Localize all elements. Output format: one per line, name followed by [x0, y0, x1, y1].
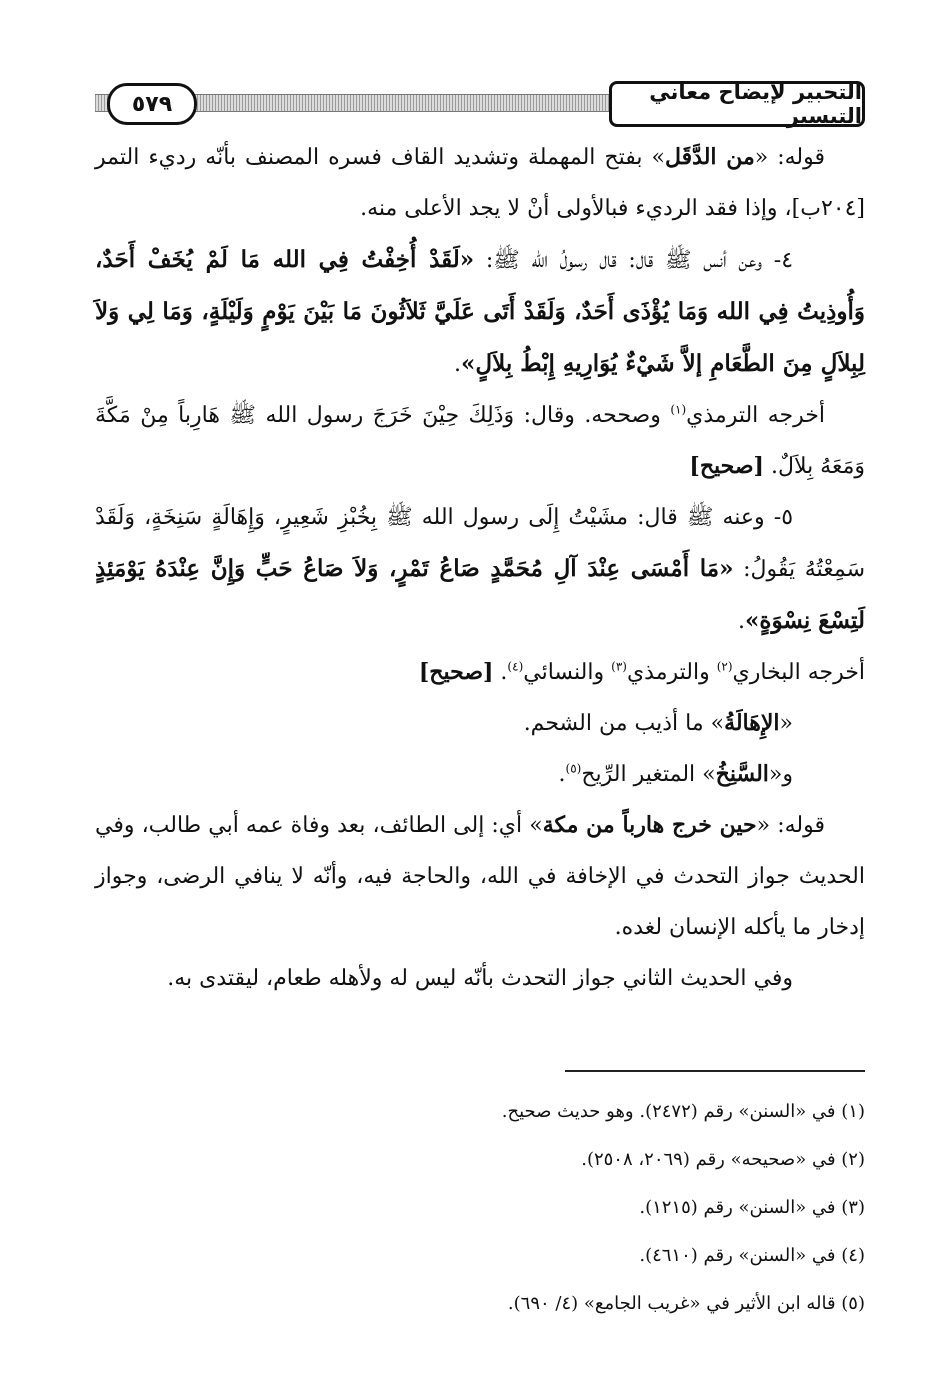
hadith-text: «لَقَدْ أُخِفْتُ فِي الله مَا لَمْ يُخَفْ أَحَدٌ، وَأُوذِيتُ فِي الله وَمَا يُؤْذَى أَحَدٌ، وَلَقَدْ أَتَى عَلَيَّ ثَلاَثُونَ مَا بَيْنَ يَوْمٍ وَلَيْلَةٍ، وَمَا لِي وَلاَ لِبِلاَلٍ مِنَ الطَّعَامِ إلاَّ شَيْءٌ يُوَارِيهِ إِبْطُ بِلاَلٍ» [95, 246, 865, 377]
footnote-ref-1[interactable]: (١) [670, 402, 687, 417]
footnote-2: (٢) في «صحيحه» رقم (٢٠٦٩، ٢٥٠٨). [581, 1149, 865, 1170]
text-run: و« [768, 762, 793, 787]
hadith-intro: ٥- وعنه ﷺ قال: مشَيْتُ إِلَى رسول الله ﷺ بِخُبْزِ شَعِيرٍ، وَإِهَالَةٍ سَنِخَةٍ، وَلَقَدْ سَمِعْتُهُ يَقُولُ: [95, 505, 865, 582]
main-text [95, 132, 865, 1004]
text-run: « [779, 711, 793, 736]
hadith-4 [95, 234, 865, 390]
text-run: . [493, 660, 508, 685]
hadith-text: «مَا أَمْسَى عِنْدَ آلِ مُحَمَّدٍ صَاعُ تَمْرٍ، وَلاَ صَاعُ حَبٍّ وَإِنَّ عِنْدَهُ يَوْمَئِذٍ لَتِسْعَ نِسْوَةٍ» [95, 555, 865, 634]
book-title: التحبير لإيضاح معاني التيسير [609, 81, 865, 127]
text-run: والنسائي [523, 660, 612, 685]
text-run: أخرجه الترمذي [686, 403, 825, 428]
text-run: » المتغير الرِّيح [581, 762, 716, 787]
footnote-1: (١) في «السنن» رقم (٢٤٧٢). وهو حديث صحيح. [501, 1101, 865, 1122]
hadith-5 [95, 492, 865, 647]
text-run: وصححه. وقال: وَذَلِكَ حِيْنَ خَرَجَ رسول الله ﷺ هَارِباً مِنْ مَكَّةَ وَمَعَهُ بِلاَلٌ. [95, 403, 865, 479]
text-run: » بفتح المهملة وتشديد القاف فسره المصنف بأنّه رديء التمر [٢٠٤ب]، وإذا فقد الرديء فبالأولى أنْ لا يجد الأعلى منه. [95, 145, 865, 221]
takhrij-4 [95, 390, 865, 492]
commentary-paragraph-3: وفي الحديث الثاني جواز التحدث بأنّه ليس له ولأهله طعام، ليقتدى به. [167, 966, 793, 991]
grade-label: [صحيح] [418, 659, 494, 685]
footnote-ref-2[interactable]: (٢) [716, 659, 733, 674]
text-run: والترمذي [626, 660, 717, 685]
gloss-term: الإِهَالَةُ [724, 710, 780, 736]
footnote-5: (٥) قاله ابن الأثير في «غريب الجامع» (٤/ ٦٩٠). [507, 1293, 865, 1314]
gloss-1 [95, 698, 865, 749]
text-run: أخرجه البخاري [732, 660, 865, 685]
commentary-paragraph-1 [95, 132, 865, 234]
footnote-ref-4[interactable]: (٤) [507, 659, 524, 674]
gloss-2 [95, 749, 865, 800]
gloss-term: السَّنِخُ [715, 761, 769, 787]
page-header [95, 80, 865, 126]
text-run: » أي: إلى الطائف، بعد وفاة عمه أبي طالب، وفي الحديث جواز التحدث في الإخافة في الله، والحاجة فيه، وأنّه لا ينافي الرضى، وجواز إدخار ما يأكله الإنسان لغده. [95, 813, 865, 940]
footnotes [95, 1088, 865, 1328]
footnote-3: (٣) في «السنن» رقم (١٢١٥). [639, 1197, 865, 1218]
text-run: قوله: « [754, 145, 825, 170]
quoted-term: من الدَّقَل [664, 144, 755, 170]
takhrij-5 [95, 647, 865, 698]
text-run: . [454, 352, 462, 377]
footnote-4: (٤) في «السنن» رقم (٤٦١٠). [639, 1245, 865, 1266]
footnote-ref-3[interactable]: (٣) [611, 659, 627, 674]
hadith-intro: ٤- وعن أنس ﷺ قال: قال رسولُ الله ﷺ: [474, 248, 794, 273]
footnote-divider [565, 1070, 865, 1072]
grade-label: [صحيح] [689, 453, 764, 479]
quoted-term: حين خرج هارباً من مكة [542, 812, 757, 838]
page-number: ٥٧٩ [107, 83, 197, 125]
text-run: » ما أذيب من الشحم. [523, 711, 725, 736]
commentary-paragraph-2 [95, 800, 865, 953]
text-run: . [558, 762, 566, 787]
text-run: . [738, 609, 746, 634]
footnote-ref-5[interactable]: (٥) [565, 761, 582, 776]
text-run: قوله: « [756, 813, 825, 838]
